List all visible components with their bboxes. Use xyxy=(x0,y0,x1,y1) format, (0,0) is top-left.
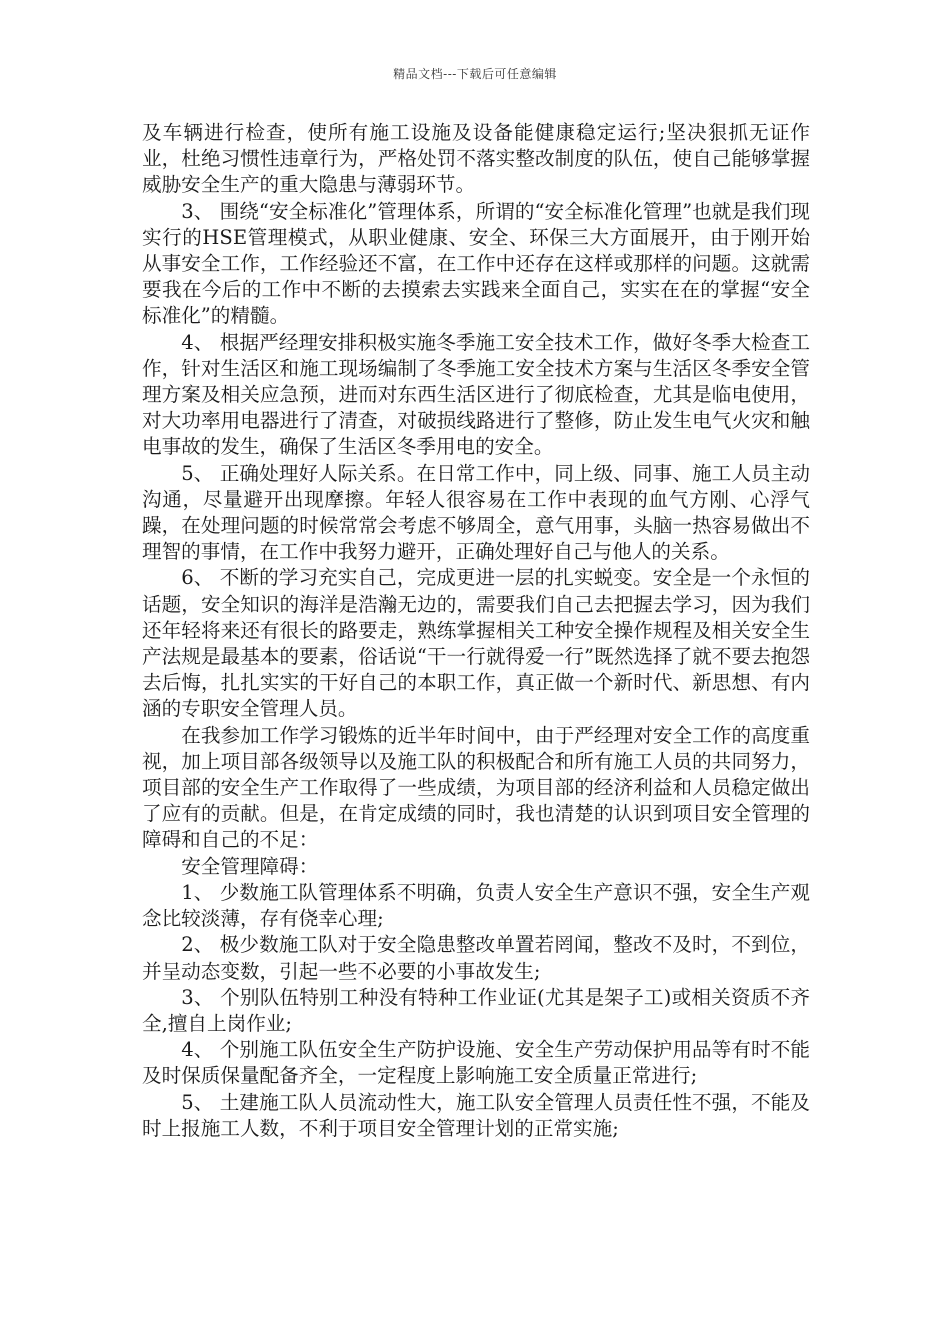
list-item: 5、 土建施工队人员流动性大，施工队安全管理人员责任性不强，不能及时上报施工人数，不利于项目安全管理计划的正常实施; xyxy=(142,1090,810,1140)
list-item: 1、 少数施工队管理体系不明确，负责人安全生产意识不强，安全生产观念比较淡薄，存有侥幸心理; xyxy=(142,880,810,931)
list-item: 3、 个别队伍特别工种没有特种工作业证(尤其是架子工)或相关资质不齐全,擅自上岗作业; xyxy=(142,985,810,1035)
paragraph: 3、 围绕“安全标准化”管理体系，所谓的“安全标准化管理”也就是我们现实行的HSE管理模式，从职业健康、安全、环保三大方面展开，由于刚开始从事安全工作，工作经验还不富，在工作中还存在这样或那样的问题。这就需要我在今后的工作中不断的去摸索去实践来全面自己，实实在在的掌握“安全标准化”的精髓。 xyxy=(142,199,810,328)
paragraph: 4、 根据严经理安排积极实施冬季施工安全技术工作，做好冬季大检查工作，针对生活区和施工现场编制了冬季施工安全技术方案与生活区冬季安全管理方案及相关应急预，进而对东西生活区进行了彻底检查，尤其是临电使用，对大功率用电器进行了清查，对破损线路进行了整修，防止发生电气火灾和触电事故的发生，确保了生活区冬季用电的安全。 xyxy=(142,330,810,459)
paragraph: 6、 不断的学习充实自己，完成更进一层的扎实蜕变。安全是一个永恒的话题，安全知识的海洋是浩瀚无边的，需要我们自己去把握去学习，因为我们还年轻将来还有很长的路要走，熟练掌握相关工种安全操作规程及相关安全生产法规是最基本的要素，俗话说“干一行就得爱一行”既然选择了就不要去抱怨去后悔，扎扎实实的干好自己的本职工作，真正做一个新时代、新思想、有内涵的专职安全管理人员。 xyxy=(142,566,810,721)
document-body xyxy=(142,120,810,1142)
list-item: 4、 个别施工队伍安全生产防护设施、安全生产劳动保护用品等有时不能及时保质保量配备齐全，一定程度上影响施工安全质量正常进行; xyxy=(142,1038,810,1088)
paragraph: 及车辆进行检查，使所有施工设施及设备能健康稳定运行;坚决狠抓无证作业，杜绝习惯性违章行为，严格处罚不落实整改制度的队伍，使自己能够掌握威胁安全生产的重大隐患与薄弱环节。 xyxy=(142,121,810,197)
paragraph: 安全管理障碍： xyxy=(181,854,319,878)
paragraph: 在我参加工作学习锻炼的近半年时间中，由于严经理对安全工作的高度重视，加上项目部各级领导以及施工队的积极配合和所有施工人员的共同努力，项目部的安全生产工作取得了一些成绩，为项目部的经济利益和人员稳定做出了应有的贡献。但是，在肯定成绩的同时，我也清楚的认识到项目安全管理的障碍和自己的不足： xyxy=(142,723,810,852)
list-item: 2、 极少数施工队对于安全隐患整改单置若罔闻，整改不及时，不到位，并呈动态变数，引起一些不必要的小事故发生; xyxy=(142,933,810,983)
page-header: 精品文档---下载后可任意编辑 xyxy=(393,67,557,81)
paragraph: 5、 正确处理好人际关系。在日常工作中，同上级、同事、施工人员主动沟通，尽量避开出现摩擦。年轻人很容易在工作中表现的血气方刚、心浮气躁，在处理问题的时候常常会考虑不够周全，意气用事，头脑一热容易做出不理智的事情，在工作中我努力避开，正确处理好自己与他人的关系。 xyxy=(142,461,810,564)
